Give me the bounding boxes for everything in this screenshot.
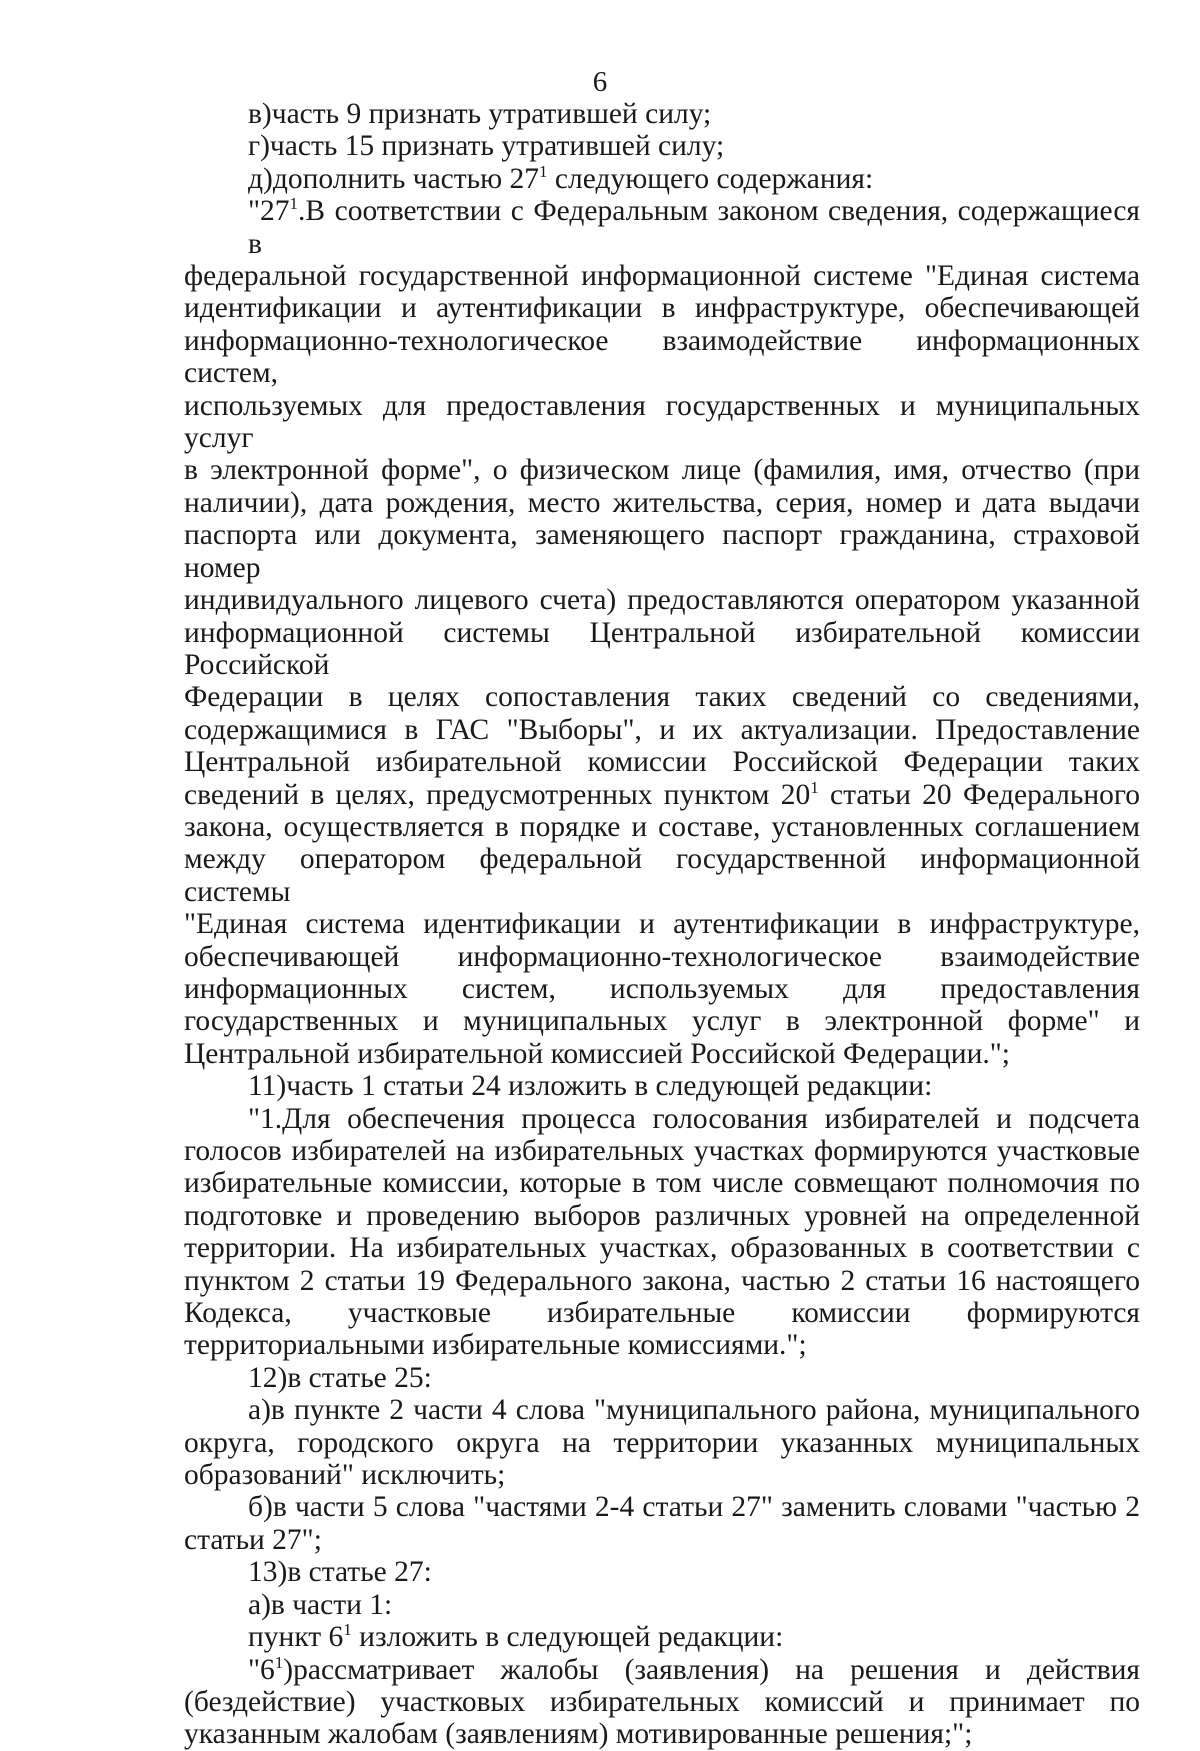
text-line: информационных систем, используемых для предоставления	[184, 972, 1140, 1005]
text-line: идентификации и аутентификации в инфраструктуре, обеспечивающей	[184, 292, 1140, 325]
text-line: индивидуального лицевого счета) предоставляются оператором указанной	[184, 584, 1140, 617]
text-line: паспорта или документа, заменяющего паспорт гражданина, страховой номер	[184, 519, 1140, 584]
text-line: закона, осуществляется в порядке и составе, установленных соглашением	[184, 810, 1140, 843]
text-line: подготовке и проведению выборов различных уровней на определенной	[184, 1199, 1140, 1232]
text-line: пункт $6^1$ изложить в следующей редакции:	[248, 1620, 784, 1654]
text-line: в)часть 9 признать утратившей силу;	[248, 98, 712, 130]
text-line: информационной системы Центральной избирательной комиссии Российской	[184, 616, 1140, 681]
text-line: г)часть 15 признать утратившей силу;	[248, 130, 725, 163]
text-line: государственных и муниципальных услуг в электронной форме" и	[184, 1005, 1140, 1038]
text-line: "$27^1.В$ соответствии с Федеральным законом сведения, содержащиеся в	[248, 194, 1140, 260]
text-line: федеральной государственной информационной системе "Единая система	[184, 260, 1140, 293]
text-line: 13)в статье 27:	[248, 1556, 432, 1589]
text-line: а)в пункте 2 части 4 слова "муниципального района, муниципального	[248, 1394, 1140, 1427]
text-line: д)дополнить частью $27^1$ следующего содержания:	[248, 161, 874, 195]
text-line: Центральной избирательной комиссией Российской Федерации.";	[184, 1037, 1010, 1070]
text-line: (бездействие) участковых избирательных комиссий и принимает по	[184, 1685, 1140, 1718]
document-text	[184, 98, 1140, 1751]
page-number: 6	[592, 66, 608, 98]
text-line: информационно-технологическое взаимодействие информационных систем,	[184, 324, 1140, 390]
text-line: а)в части 1:	[248, 1588, 393, 1621]
text-line: обеспечивающей информационно-технологическое взаимодействие	[184, 940, 1140, 973]
text-line: между оператором федеральной государственной информационной системы	[184, 843, 1140, 908]
text-line: пунктом 2 статьи 19 Федерального закона, частью 2 статьи 16 настоящего	[184, 1264, 1140, 1297]
text-line: сведений в целях, предусмотренных пунктом $20^1$ статьи 20 Федерального	[184, 777, 1141, 811]
text-line: используемых для предоставления государственных и муниципальных услуг	[184, 389, 1140, 455]
text-line: избирательные комиссии, которые в том числе совмещают полномочия по	[184, 1167, 1140, 1200]
text-line: "Единая система идентификации и аутентификации в инфраструктуре,	[184, 908, 1140, 941]
text-line: 12)в статье 25:	[248, 1361, 432, 1394]
text-line: указанным жалобам (заявлениям) мотивированные решения;";	[184, 1718, 973, 1751]
text-line: территории. На избирательных участках, образованных в соответствии с	[184, 1232, 1140, 1265]
text-line: "1.Для обеспечения процесса голосования избирателей и подсчета	[248, 1102, 1140, 1135]
text-line: образований" исключить;	[184, 1459, 506, 1492]
text-line: "$6^1)рассматривает$ жалобы (заявления) на решения и действия	[248, 1652, 1140, 1686]
text-line: территориальными избирательные комиссиями.";	[184, 1329, 807, 1362]
text-line: содержащимися в ГАС "Выборы", и их актуализации. Предоставление	[184, 713, 1140, 746]
text-line: Федерации в целях сопоставления таких сведений со сведениями,	[184, 681, 1140, 714]
text-line: Кодекса, участковые избирательные комиссии формируются	[184, 1297, 1140, 1330]
text-line: голосов избирателей на избирательных участках формируются участковые	[184, 1135, 1140, 1167]
text-line: 11)часть 1 статьи 24 изложить в следующей редакции:	[248, 1070, 933, 1103]
text-line: округа, городского округа на территории указанных муниципальных	[184, 1426, 1140, 1459]
text-line: Центральной избирательной комиссии Российской Федерации таких	[184, 746, 1140, 779]
text-line: в электронной форме", о физическом лице (фамилия, имя, отчество (при	[184, 454, 1140, 487]
text-line: статьи 27";	[184, 1523, 322, 1556]
text-line: б)в части 5 слова "частями 2-4 статьи 27" заменить словами "частью 2	[248, 1491, 1140, 1524]
text-line: наличии), дата рождения, место жительства, серия, номер и дата выдачи	[184, 486, 1140, 519]
